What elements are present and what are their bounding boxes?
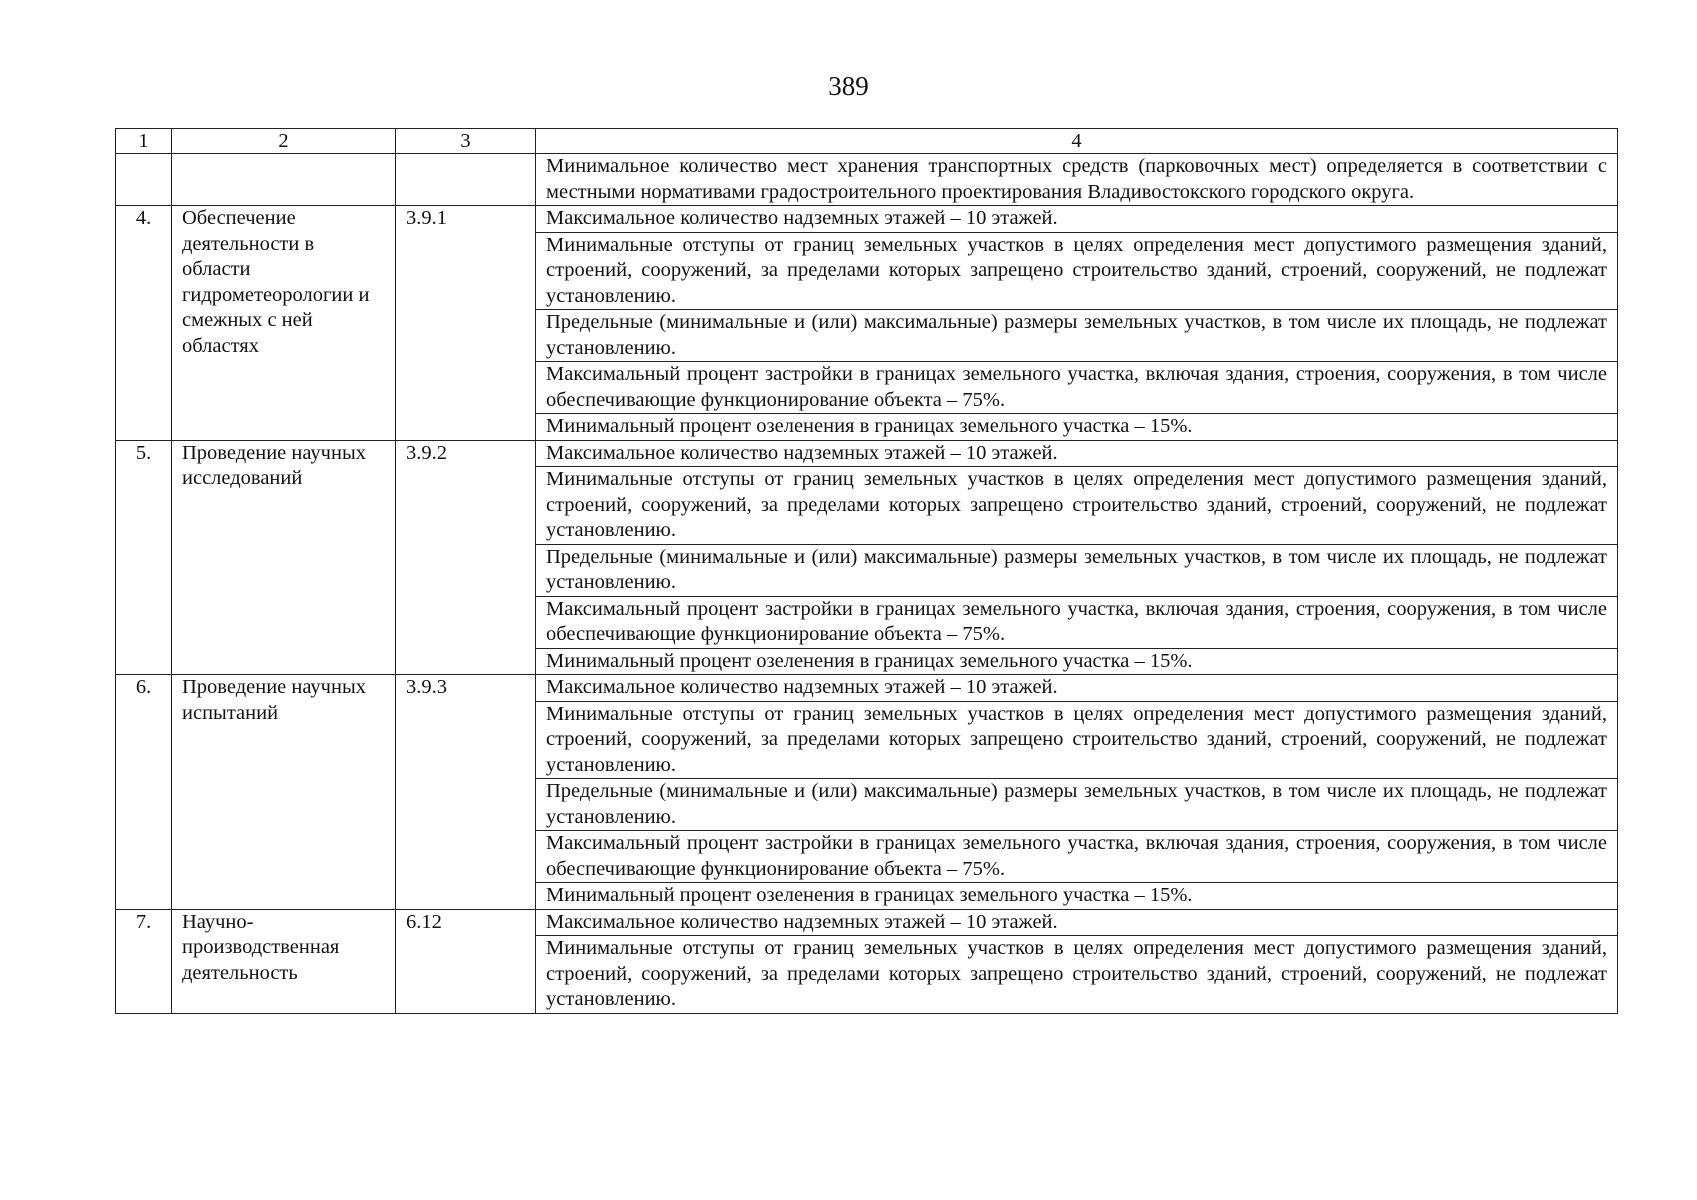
row-number: 6. [116, 675, 172, 910]
header-cell: 3 [396, 129, 536, 154]
requirement-cell: Максимальное количество надземных этажей – 10 этажей. [536, 206, 1618, 233]
empty-cell [172, 154, 396, 206]
requirement-cell: Минимальные отступы от границ земельных участков в целях определения мест допустимого размещения зданий, строений, сооружений, за пределами которых запрещено строительство зданий, строений, сооружений, не подлежат установлению. [536, 936, 1618, 1014]
table-row [116, 206, 1618, 233]
row-number: 7. [116, 909, 172, 1013]
requirement-cell: Максимальное количество надземных этажей – 10 этажей. [536, 909, 1618, 936]
regulations-table [115, 128, 1618, 1014]
requirement-cell: Минимальный процент озеленения в границах земельного участка – 15%. [536, 883, 1618, 910]
header-cell: 1 [116, 129, 172, 154]
table-row [116, 675, 1618, 702]
table-body [116, 129, 1618, 1014]
use-type-code: 3.9.2 [396, 440, 536, 675]
empty-cell [116, 154, 172, 206]
requirement-cell: Максимальный процент застройки в границах земельного участка, включая здания, строения, сооружения, в том числе обеспечивающие функционирование объекта – 75%. [536, 831, 1618, 883]
page-number: 389 [828, 71, 869, 101]
use-type-code: 3.9.1 [396, 206, 536, 441]
requirement-cell: Минимальный процент озеленения в границах земельного участка – 15%. [536, 414, 1618, 441]
requirement-cell: Минимальное количество мест хранения транспортных средств (парковочных мест) определяется в соответствии с местными нормативами градостроительного проектирования Владивостокского городского округа. [536, 154, 1618, 206]
requirement-cell: Минимальный процент озеленения в границах земельного участка – 15%. [536, 648, 1618, 675]
requirement-cell: Максимальный процент застройки в границах земельного участка, включая здания, строения, сооружения, в том числе обеспечивающие функционирование объекта – 75%. [536, 596, 1618, 648]
header-cell: 2 [172, 129, 396, 154]
header-cell: 4 [536, 129, 1618, 154]
continuation-row [116, 154, 1618, 206]
requirement-cell: Предельные (минимальные и (или) максимальные) размеры земельных участков, в том числе их площадь, не подлежат установлению. [536, 779, 1618, 831]
table-row [116, 440, 1618, 467]
empty-cell [396, 154, 536, 206]
requirement-cell: Максимальное количество надземных этажей – 10 этажей. [536, 675, 1618, 702]
use-type-code: 6.12 [396, 909, 536, 1013]
requirement-cell: Предельные (минимальные и (или) максимальные) размеры земельных участков, в том числе их площадь, не подлежат установлению. [536, 310, 1618, 362]
row-number: 4. [116, 206, 172, 441]
use-type-name: Научно- производственная деятельность [172, 909, 396, 1013]
requirement-cell: Минимальные отступы от границ земельных участков в целях определения мест допустимого размещения зданий, строений, сооружений, за пределами которых запрещено строительство зданий, строений, сооружений, не подлежат установлению. [536, 701, 1618, 779]
requirement-cell: Предельные (минимальные и (или) максимальные) размеры земельных участков, в том числе их площадь, не подлежат установлению. [536, 544, 1618, 596]
use-type-name: Обеспечение деятельности в области гидрометеорологии и смежных с ней областях [172, 206, 396, 441]
use-type-name: Проведение научных исследований [172, 440, 396, 675]
requirement-cell: Максимальный процент застройки в границах земельного участка, включая здания, строения, сооружения, в том числе обеспечивающие функционирование объекта – 75%. [536, 362, 1618, 414]
header-row [116, 129, 1618, 154]
requirement-cell: Максимальное количество надземных этажей – 10 этажей. [536, 440, 1618, 467]
use-type-name: Проведение научных испытаний [172, 675, 396, 910]
requirement-cell: Минимальные отступы от границ земельных участков в целях определения мест допустимого размещения зданий, строений, сооружений, за пределами которых запрещено строительство зданий, строений, сооружений, не подлежат установлению. [536, 467, 1618, 545]
row-number: 5. [116, 440, 172, 675]
requirement-cell: Минимальные отступы от границ земельных участков в целях определения мест допустимого размещения зданий, строений, сооружений, за пределами которых запрещено строительство зданий, строений, сооружений, не подлежат установлению. [536, 232, 1618, 310]
use-type-code: 3.9.3 [396, 675, 536, 910]
table-row [116, 909, 1618, 936]
